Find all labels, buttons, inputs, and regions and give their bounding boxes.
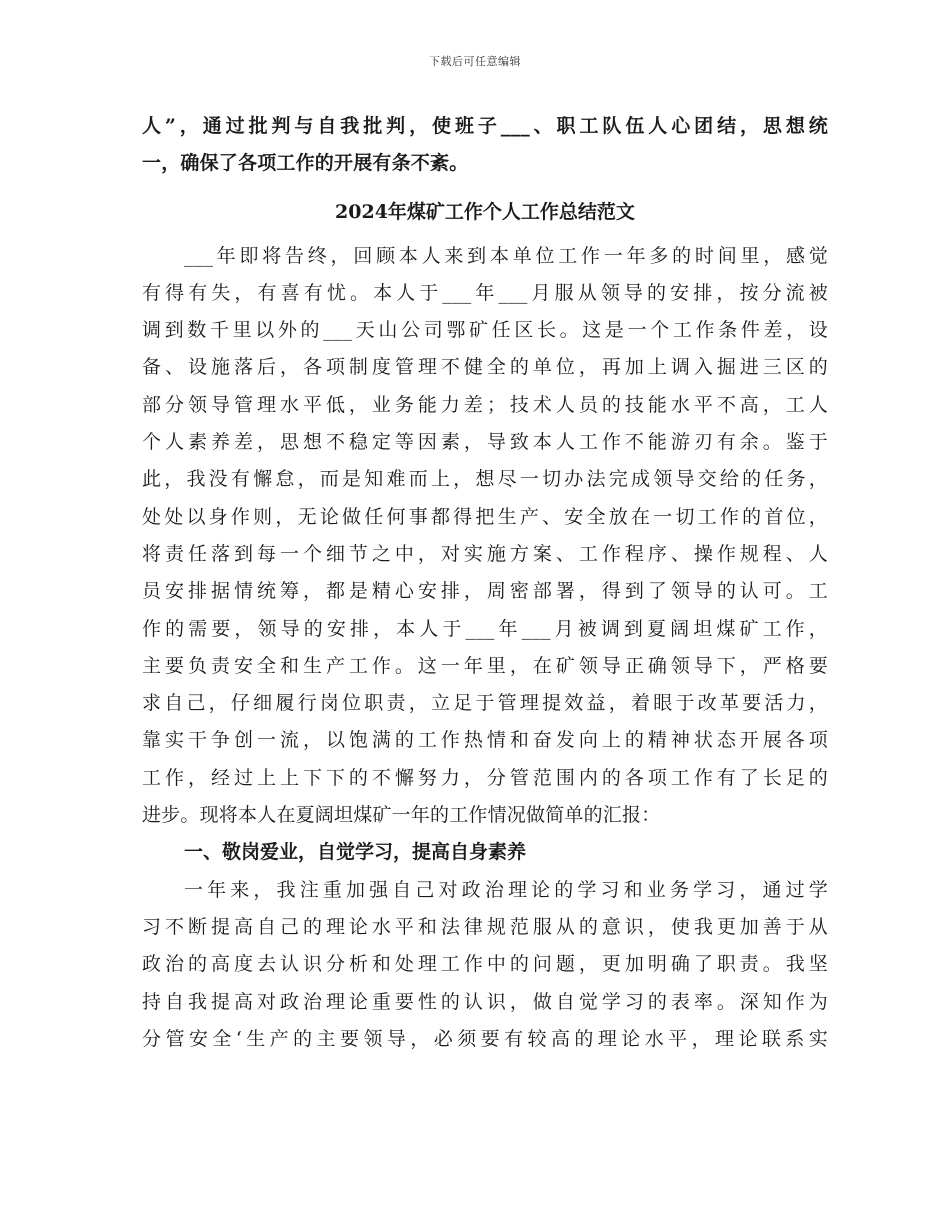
section-heading: 一、敬岗爱业，自觉学习，提高自身素养 (184, 841, 527, 864)
article-title: 2024年煤矿工作个人工作总结范文 (335, 200, 635, 223)
paragraph-line: 个人素养差，思想不稳定等因素，导致本人工作不能游刃有余。鉴于 (142, 431, 828, 454)
intro-line: 人”，通过批判与自我批判，使班子___、职工队伍人心团结，思想统 (142, 115, 828, 137)
paragraph-line: 工作，经过上上下下的不懈努力，分管范围内的各项工作有了长足的 (142, 766, 828, 789)
paragraph-line: ___年即将告终，回顾本人来到本单位工作一年多的时间里，感觉 (184, 244, 828, 267)
paragraph-line: 习不断提高自己的理论水平和法律规范服从的意识，使我更加善于从 (142, 915, 828, 938)
paragraph-line: 处处以身作则，无论做任何事都得把生产、安全放在一切工作的首位， (142, 505, 828, 528)
paragraph-line: 求自己，仔细履行岗位职责，立足于管理提效益，着眼于改革要活力， (142, 692, 828, 715)
paragraph-line: 主要负责安全和生产工作。这一年里，在矿领导正确领导下，严格要 (142, 654, 828, 677)
document-body (142, 108, 828, 1058)
paragraph-line: 备、设施落后，各项制度管理不健全的单位，再加上调入掘进三区的 (142, 356, 828, 379)
paragraph-line: 有得有失，有喜有忧。本人于___年___月服从领导的安排，按分流被 (142, 281, 828, 304)
paragraph-line: 将责任落到每一个细节之中，对实施方案、工作程序、操作规程、人 (142, 542, 828, 565)
paragraph-line: 持自我提高对政治理论重要性的认识，做自觉学习的表率。深知作为 (142, 990, 828, 1013)
paragraph-line: 作的需要，领导的安排，本人于___年___月被调到夏阔坦煤矿工作， (142, 617, 828, 640)
paragraph-line: 调到数千里以外的___天山公司鄂矿任区长。这是一个工作条件差，设 (142, 319, 828, 342)
paragraph-line: 此，我没有懈怠，而是知难而上，想尽一切办法完成领导交给的任务， (142, 468, 828, 491)
paragraph-line: 靠实干争创一流，以饱满的工作热情和奋发向上的精神状态开展各项 (142, 729, 828, 752)
paragraph-line: 分管安全‘生产的主要领导，必须要有较高的理论水平，理论联系实 (142, 1027, 828, 1050)
paragraph-line: 部分领导管理水平低，业务能力差；技术人员的技能水平不高，工人 (142, 393, 828, 416)
paragraph-line: 进步。现将本人在夏阔坦煤矿一年的工作情况做简单的汇报： (142, 804, 661, 827)
paragraph-line: 员安排据情统筹，都是精心安排，周密部署，得到了领导的认可。工 (142, 580, 828, 603)
paragraph-line: 政治的高度去认识分析和处理工作中的问题，更加明确了职责。我坚 (142, 953, 828, 976)
page-header-note: 下载后可任意编辑 (429, 55, 521, 68)
paragraph-line: 一年来，我注重加强自己对政治理论的学习和业务学习，通过学 (184, 878, 828, 901)
intro-line: 一，确保了各项工作的开展有条不紊。 (142, 152, 469, 175)
